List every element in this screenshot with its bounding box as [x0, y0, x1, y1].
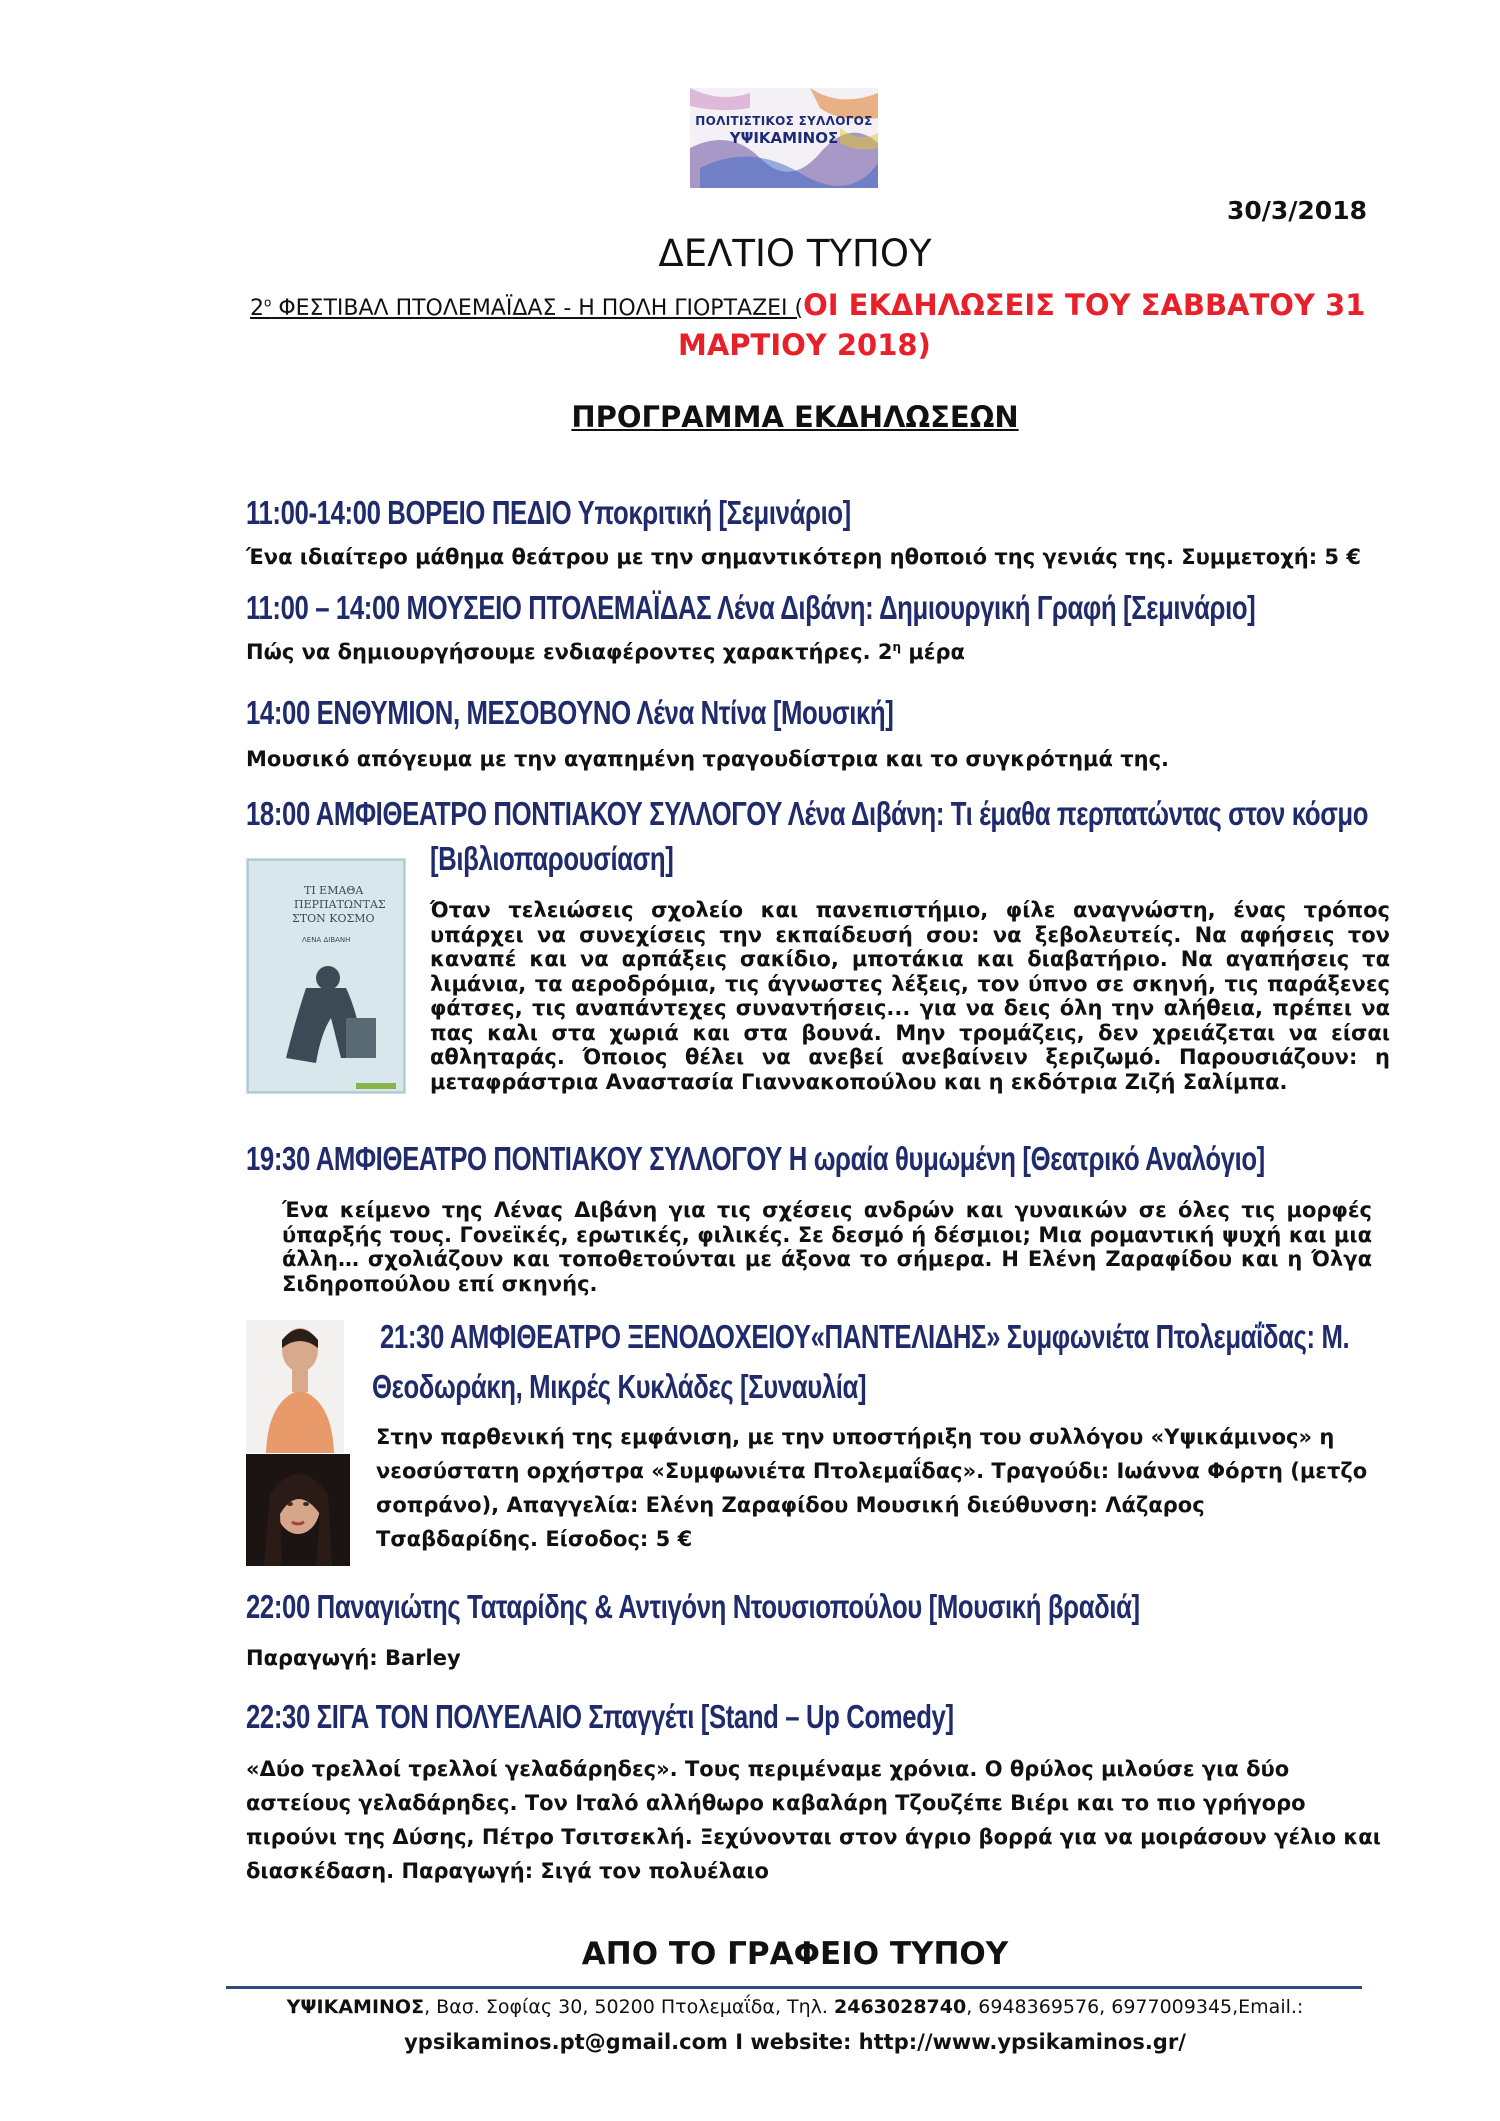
- event-text: Μουσικό απόγευμα με την αγαπημένη τραγουδίστρια και το συγκρότημά της.: [246, 747, 1169, 771]
- event-line: διασκέδαση. Παραγωγή: Σιγά τον πολυέλαιο: [246, 1859, 769, 1883]
- event-line: νεοσύστατη ορχήστρα «Συμφωνιέτα Πτολεμαΐδας». Τραγούδι: Ιωάννα Φόρτη (μετζο: [376, 1459, 1368, 1483]
- subtitle-red-line1: ΟΙ ΕΚΔΗΛΩΣΕΙΣ ΤΟΥ ΣΑΒΒΑΤΟΥ 31: [803, 288, 1366, 322]
- document-date: 30/3/2018: [1226, 196, 1367, 225]
- event-heading: 11:00-14:00 ΒΟΡΕΙΟ ΠΕΔΙΟ Υποκριτική [Σεμινάριο]: [246, 494, 851, 531]
- logo-line2: ΥΨΙΚΑΜΙΝΟΣ: [729, 129, 839, 147]
- subtitle: [250, 288, 1365, 322]
- subtitle-ordinal-sup: ο: [264, 295, 272, 310]
- event-line: ύπαρξής τους. Γονεϊκές, ερωτικές, φιλικές. Σε δεσμό ή δέσμιοι; Μια ρομαντική ψυχή και μια: [282, 1222, 1372, 1247]
- event-text: [246, 640, 965, 664]
- event-text: Ένα ιδιαίτερο μάθημα θεάτρου με την σημαντικότερη ηθοποιό της γενιάς της. Συμμετοχή: 5 €: [246, 545, 1361, 569]
- subtitle-ordinal: 2: [250, 296, 264, 321]
- event-line: Σιδηροπούλου επί σκηνής.: [282, 1271, 598, 1296]
- event-text-main: Πώς να δημιουργήσουμε ενδιαφέροντες χαρακτήρες. 2: [246, 640, 893, 664]
- event-text-sup: η: [892, 640, 902, 654]
- event-line: υπάρχει να συνεχίσεις την εκπαίδευσή σου: να ξεβολευτείς. Να αφήσεις τον: [430, 922, 1390, 947]
- page-title: ΔΕΛΤΙΟ ΤΥΠΟΥ: [658, 232, 932, 275]
- event-heading: 22:30 ΣΙΓΑ ΤΟΝ ΠΟΛΥΕΛΑΙΟ Σπαγγέτι [Stand – Up Comedy]: [246, 1698, 954, 1735]
- event-line: άλλη… σχολιάζουν και τοποθετούνται με άξονα το σήμερα. Η Ελένη Ζαραφίδου και η Όλγα: [282, 1247, 1372, 1271]
- event-line: καναπέ και να αρπάξεις σακίδιο, μποτάκια και διαβατήριο. Να αγαπήσεις τα: [430, 947, 1390, 971]
- footer-phones: , 6948369576, 6977009345,Email.:: [966, 1996, 1304, 2018]
- event-heading: 19:30 ΑΜΦΙΘΕΑΤΡΟ ΠΟΝΤΙΑΚΟΥ ΣΥΛΛΟΓΟΥ Η ωραία θυμωμένη [Θεατρικό Αναλόγιο]: [246, 1140, 1265, 1177]
- book-title-line2: ΠΕΡΠΑΤΩΝΤΑΣ: [294, 898, 386, 911]
- book-title-line1: ΤΙ ΕΜΑΘΑ: [304, 884, 364, 897]
- event-heading: 21:30 ΑΜΦΙΘΕΑΤΡΟ ΞΕΝΟΔΟΧΕΙΟΥ«ΠΑΝΤΕΛΙΔΗΣ» Συμφωνιέτα Πτολεμαΐδας: Μ.: [380, 1318, 1350, 1355]
- footer-contact: [0, 1996, 1500, 2018]
- event-heading: 18:00 ΑΜΦΙΘΕΑΤΡΟ ΠΟΝΤΙΑΚΟΥ ΣΥΛΛΟΓΟΥ Λένα Διβάνη: Τι έμαθα περπατώντας στον κόσμο: [246, 795, 1369, 832]
- event-line: μεταφράστρια Αναστασία Γιαννακοπούλου και η εκδότρια Ζιζή Σαλίμπα.: [430, 1069, 1288, 1094]
- press-office-title: ΑΠΟ ΤΟ ΓΡΑΦΕΙΟ ΤΥΠΟΥ: [581, 1936, 1009, 1972]
- subtitle-red-line2: ΜΑΡΤΙΟΥ 2018): [678, 328, 931, 362]
- event-heading-line2: Θεοδωράκη, Μικρές Κυκλάδες [Συναυλία]: [372, 1368, 867, 1405]
- logo: [690, 88, 878, 188]
- event-line: Στην παρθενική της εμφάνιση, με την υποστήριξη του συλλόγου «Υψικάμινος» η: [376, 1425, 1335, 1449]
- event-line: «Δύο τρελλοί τρελλοί γελαδάρηδες». Τους περιμέναμε χρόνια. Ο θρύλος μιλούσε για δύο: [246, 1757, 1290, 1781]
- program-heading: ΠΡΟΓΡΑΜΜΑ ΕΚΔΗΛΩΣΕΩΝ: [571, 400, 1019, 434]
- event-heading-line2: [Βιβλιοπαρουσίαση]: [430, 840, 674, 877]
- event-line: πιρούνι της Δύσης, Πέτρο Τσιτσεκλή. Ξεχύνονται στον άγριο βορρά για να μοιράσουν γέλιο και: [246, 1825, 1381, 1849]
- footer-phone: 2463028740: [834, 1996, 967, 2018]
- logo-line1: ΠΟΛΙΤΙΣΤΙΚΟΣ ΣΥΛΛΟΓΟΣ: [695, 114, 873, 128]
- event-line: λιμάνια, τα αεροδρόμια, τις άγνωστες λέξεις, τον ύπνο σε σκηνή, τις παράξενες: [430, 971, 1390, 996]
- subtitle-text: ΦΕΣΤΙΒΑΛ ΠΤΟΛΕΜΑΪΔΑΣ - Η ΠΟΛΗ ΓΙΟΡΤΑΖΕΙ (: [278, 296, 804, 321]
- event-text: Παραγωγή: Barley: [246, 1646, 461, 1670]
- event-line: φάτσες, τις αναπάντεχες συναντήσεις... για να δεις όλη την αλήθεια, πρέπει να: [430, 996, 1390, 1020]
- book-title-line3: ΣΤΟΝ ΚΟΣΜΟ: [292, 912, 375, 925]
- event-heading: 22:00 Παναγιώτης Ταταρίδης & Αντιγόνη Ντουσιοπούλου [Μουσική βραδιά]: [246, 1588, 1140, 1625]
- event-description: [246, 1752, 1381, 1888]
- event-line: Ένα κείμενο της Λένας Διβάνη για τις σχέσεις ανδρών και γυναικών σε όλες τις μορφές: [282, 1198, 1372, 1222]
- event-description: [430, 898, 1390, 1094]
- event-description: [376, 1420, 1367, 1556]
- event-description: [282, 1198, 1372, 1296]
- event-line: αστείους γελαδάρηδες. Τον Ιταλό αλλήθωρο καβαλάρη Τζουζέπε Βιέρι και το πιο γρήγορο: [246, 1791, 1306, 1815]
- footer-address: , Βασ. Σοφίας 30, 50200 Πτολεμαΐδα, Τηλ.: [424, 1996, 834, 2018]
- event-line: Όταν τελειώσεις σχολείο και πανεπιστήμιο, φίλε αναγνώστη, ένας τρόπος: [430, 898, 1390, 922]
- footer-email-website[interactable]: ypsikaminos.pt@gmail.com I website: http://www.ypsikaminos.gr/: [404, 2030, 1186, 2054]
- event-line: σοπράνο), Απαγγελία: Ελένη Ζαραφίδου Μουσική διεύθυνση: Λάζαρος: [376, 1493, 1205, 1517]
- event-line: Τσαβδαρίδης. Είσοδος: 5 €: [376, 1527, 693, 1551]
- footer-divider: [226, 1986, 1362, 1989]
- book-cover-image: [246, 858, 406, 1094]
- book-author: ΛΕΝΑ ΔΙΒΑΝΗ: [302, 936, 351, 944]
- reciter-photo: [246, 1454, 350, 1566]
- event-text-end: μέρα: [901, 640, 965, 664]
- footer-org: ΥΨΙΚΑΜΙΝΟΣ: [286, 1996, 425, 2018]
- event-line: πας καλι στα χωριά και στα βουνά. Μην τρομάζεις, δεν χρειάζεται να είσαι: [430, 1020, 1390, 1045]
- singer-photo: [246, 1320, 344, 1453]
- event-heading: 14:00 ΕΝΘΥΜΙΟΝ, ΜΕΣΟΒΟΥΝΟ Λένα Ντίνα [Μουσική]: [246, 694, 894, 731]
- event-heading: 11:00 – 14:00 ΜΟΥΣΕΙΟ ΠΤΟΛΕΜΑΪΔΑΣ Λένα Διβάνη: Δημιουργική Γραφή [Σεμινάριο]: [246, 589, 1256, 626]
- event-line: αθληταράς. Όποιος θέλει να ανεβεί ανεβαίνειν ξεριζωμό. Παρουσιάζουν: η: [430, 1045, 1390, 1069]
